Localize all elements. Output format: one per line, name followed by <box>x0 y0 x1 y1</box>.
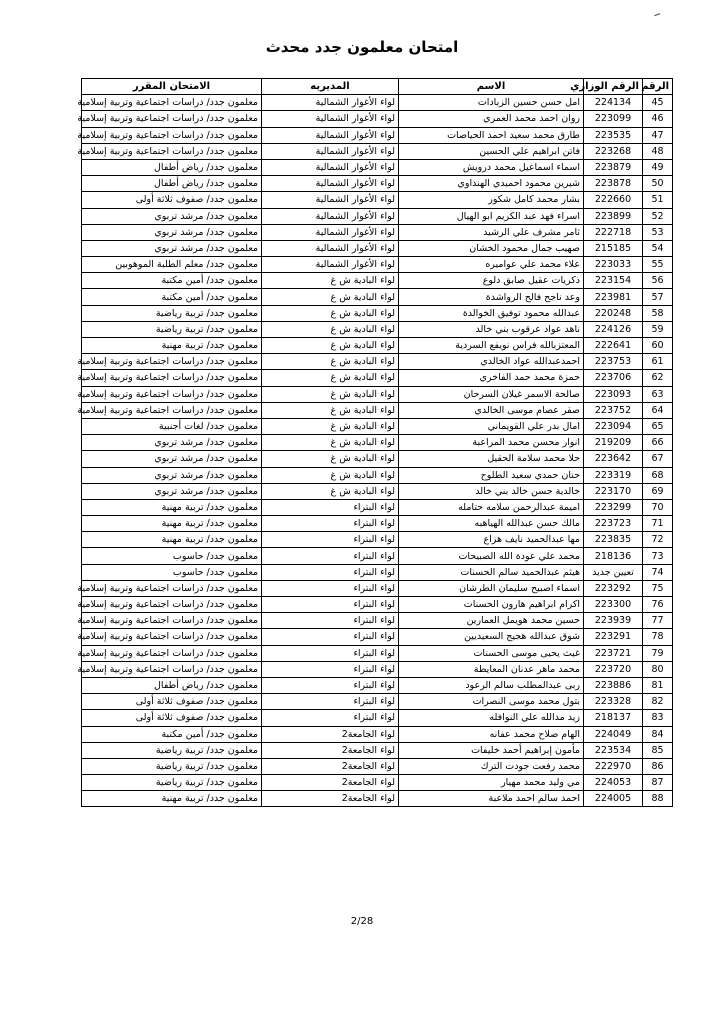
cell-name: اميمة عبدالرحمن سلامه حتامله <box>399 499 584 515</box>
cell-name: اسراء فهد عبد الكريم ابو الهيال <box>399 208 584 224</box>
cell-number: 85 <box>643 742 673 758</box>
cell-number: 68 <box>643 467 673 483</box>
cell-ministry-id: 223154 <box>584 273 643 289</box>
cell-name: المعتزبالله فراس نويفع السردية <box>399 338 584 354</box>
cell-number: 52 <box>643 208 673 224</box>
cell-name: امل حسن حسين الزبادات <box>399 95 584 111</box>
cell-ministry-id: 223939 <box>584 613 643 629</box>
cell-directorate: لواء الجامعة2 <box>262 726 399 742</box>
cell-directorate: لواء البتراء <box>262 516 399 532</box>
cell-exam: معلمون جدد/ مرشد تربوي <box>82 467 262 483</box>
cell-name: احمدعبدالله عواد الخالدي <box>399 354 584 370</box>
header-name: الاسم <box>399 79 584 95</box>
cell-number: 51 <box>643 192 673 208</box>
cell-number: 47 <box>643 127 673 143</box>
cell-number: 53 <box>643 224 673 240</box>
cell-exam: معلمون جدد/ تربية رياضية <box>82 321 262 337</box>
cell-ministry-id: 223981 <box>584 289 643 305</box>
cell-name: حسين محمد هويمل العمارين <box>399 613 584 629</box>
table-row <box>82 111 673 127</box>
header-number: الرقم <box>643 79 673 95</box>
cell-directorate: لواء الجامعة2 <box>262 742 399 758</box>
table-row <box>82 467 673 483</box>
cell-number: 67 <box>643 451 673 467</box>
cell-name: الهام صلاح محمد عفانه <box>399 726 584 742</box>
cell-exam: معلمون جدد/ دراسات اجتماعية وتربية إسلامية <box>82 580 262 596</box>
cell-name: شيرين محمود احميدي الهنداوي <box>399 176 584 192</box>
cell-exam: معلمون جدد/ أمين مكتبة <box>82 273 262 289</box>
cell-directorate: لواء البادية ش غ <box>262 370 399 386</box>
table-row <box>82 775 673 791</box>
cell-exam: معلمون جدد/ تربية مهنية <box>82 791 262 807</box>
cell-ministry-id: 219209 <box>584 435 643 451</box>
cell-name: هيثم عبدالحميد سالم الحسنات <box>399 564 584 580</box>
table-row <box>82 758 673 774</box>
candidates-table <box>77 78 673 807</box>
table-row <box>82 257 673 273</box>
table-row <box>82 370 673 386</box>
cell-number: 63 <box>643 386 673 402</box>
cell-exam: معلمون جدد/ دراسات اجتماعية وتربية إسلامية <box>82 661 262 677</box>
cell-name: صهيب جمال محمود الخشان <box>399 240 584 256</box>
cell-name: صقر عصام موسى الخالدي <box>399 402 584 418</box>
cell-directorate: لواء البادية ش غ <box>262 435 399 451</box>
cell-exam: معلمون جدد/ دراسات اجتماعية وتربية إسلامية <box>82 613 262 629</box>
header-exam: الامتحان المقرر <box>82 79 262 95</box>
cell-exam: معلمون جدد/ تربية رياضية <box>82 775 262 791</box>
cell-directorate: لواء الجامعة2 <box>262 775 399 791</box>
cell-number: 80 <box>643 661 673 677</box>
cell-exam: معلمون جدد/ دراسات اجتماعية وتربية إسلامية <box>82 386 262 402</box>
table-row <box>82 629 673 645</box>
table-row <box>82 224 673 240</box>
table-row <box>82 127 673 143</box>
table-row <box>82 305 673 321</box>
cell-directorate: لواء الأغوار الشمالية <box>262 208 399 224</box>
table-row <box>82 613 673 629</box>
cell-number: 56 <box>643 273 673 289</box>
cell-directorate: لواء الجامعة2 <box>262 791 399 807</box>
table-row <box>82 645 673 661</box>
cell-number: 71 <box>643 516 673 532</box>
cell-name: محمد ماهر عدنان المعايطة <box>399 661 584 677</box>
cell-directorate: لواء البتراء <box>262 629 399 645</box>
cell-exam: معلمون جدد/ دراسات اجتماعية وتربية إسلامية <box>82 127 262 143</box>
cell-directorate: لواء البادية ش غ <box>262 418 399 434</box>
cell-exam: معلمون جدد/ تربية رياضية <box>82 305 262 321</box>
cell-ministry-id: 223094 <box>584 418 643 434</box>
cell-ministry-id: 223291 <box>584 629 643 645</box>
cell-ministry-id: 223706 <box>584 370 643 386</box>
cell-exam: معلمون جدد/ حاسوب <box>82 564 262 580</box>
cell-directorate: لواء الأغوار الشمالية <box>262 159 399 175</box>
table-row <box>82 95 673 111</box>
cell-name: محمد علي عودة الله الصبيحات <box>399 548 584 564</box>
header-directorate: المديريه <box>262 79 399 95</box>
cell-number: 54 <box>643 240 673 256</box>
cell-directorate: لواء البادية ش غ <box>262 451 399 467</box>
cell-number: 55 <box>643 257 673 273</box>
cell-ministry-id: 223033 <box>584 257 643 273</box>
cell-ministry-id: 223720 <box>584 661 643 677</box>
cell-ministry-id: 222718 <box>584 224 643 240</box>
cell-name: اسماء اصبيح سليمان الطرشان <box>399 580 584 596</box>
table-row <box>82 499 673 515</box>
cell-ministry-id: 215185 <box>584 240 643 256</box>
cell-number: 84 <box>643 726 673 742</box>
cell-exam: معلمون جدد/ تربية مهنية <box>82 499 262 515</box>
cell-number: 88 <box>643 791 673 807</box>
cell-number: 82 <box>643 694 673 710</box>
cell-name: روان احمد محمد العمري <box>399 111 584 127</box>
cell-number: 46 <box>643 111 673 127</box>
cell-name: اكرام ابراهيم هارون الحسنات <box>399 597 584 613</box>
cell-exam: معلمون جدد/ دراسات اجتماعية وتربية إسلامية <box>82 645 262 661</box>
cell-ministry-id: 223879 <box>584 159 643 175</box>
cell-number: 76 <box>643 597 673 613</box>
table-row <box>82 677 673 693</box>
cell-ministry-id: 222660 <box>584 192 643 208</box>
cell-directorate: لواء الجامعة2 <box>262 758 399 774</box>
cell-directorate: لواء البادية ش غ <box>262 354 399 370</box>
cell-number: 57 <box>643 289 673 305</box>
cell-directorate: لواء البادية ش غ <box>262 305 399 321</box>
table-row <box>82 338 673 354</box>
cell-directorate: لواء الأغوار الشمالية <box>262 95 399 111</box>
cell-exam: معلمون جدد/ دراسات اجتماعية وتربية إسلامية <box>82 629 262 645</box>
cell-directorate: لواء البتراء <box>262 645 399 661</box>
cell-ministry-id: 222641 <box>584 338 643 354</box>
cell-ministry-id: 223300 <box>584 597 643 613</box>
cell-ministry-id: 224134 <box>584 95 643 111</box>
cell-exam: معلمون جدد/ دراسات اجتماعية وتربية إسلامية <box>82 370 262 386</box>
cell-exam: معلمون جدد/ رياض أطفال <box>82 176 262 192</box>
cell-ministry-id: 224053 <box>584 775 643 791</box>
table-row <box>82 451 673 467</box>
cell-directorate: لواء الأغوار الشمالية <box>262 192 399 208</box>
cell-directorate: لواء البادية ش غ <box>262 467 399 483</box>
cell-directorate: لواء البتراء <box>262 532 399 548</box>
cell-exam: معلمون جدد/ حاسوب <box>82 548 262 564</box>
cell-ministry-id: 224005 <box>584 791 643 807</box>
cell-directorate: لواء البتراء <box>262 580 399 596</box>
cell-exam: معلمون جدد/ تربية مهنية <box>82 516 262 532</box>
cell-directorate: لواء الأغوار الشمالية <box>262 257 399 273</box>
cell-exam: معلمون جدد/ أمين مكتبة <box>82 289 262 305</box>
table-row <box>82 483 673 499</box>
cell-exam: معلمون جدد/ دراسات اجتماعية وتربية إسلامية <box>82 143 262 159</box>
cell-exam: معلمون جدد/ صفوف ثلاثة أولى <box>82 192 262 208</box>
cell-ministry-id: 223268 <box>584 143 643 159</box>
cell-name: وعد ناجح فالح الرواشدة <box>399 289 584 305</box>
cell-directorate: لواء البادية ش غ <box>262 402 399 418</box>
cell-exam: معلمون جدد/ صفوف ثلاثة أولى <box>82 694 262 710</box>
cell-ministry-id: 223878 <box>584 176 643 192</box>
cell-number: 69 <box>643 483 673 499</box>
cell-number: 75 <box>643 580 673 596</box>
cell-ministry-id: 220248 <box>584 305 643 321</box>
table-row <box>82 661 673 677</box>
cell-number: 65 <box>643 418 673 434</box>
cell-name: انوار محسن محمد المراعبة <box>399 435 584 451</box>
table-row <box>82 742 673 758</box>
cell-exam: معلمون جدد/ رياض أطفال <box>82 159 262 175</box>
table-row <box>82 435 673 451</box>
cell-name: ربى عبدالمطلب سالم الرعود <box>399 677 584 693</box>
cell-name: مالك حسن عبدالله الهياهبه <box>399 516 584 532</box>
cell-name: مأمون إبراهيم أحمد خليفات <box>399 742 584 758</box>
cell-number: 48 <box>643 143 673 159</box>
table-row <box>82 402 673 418</box>
cell-exam: معلمون جدد/ دراسات اجتماعية وتربية إسلامية <box>82 111 262 127</box>
cell-name: خالدية حسن خالد بني خالد <box>399 483 584 499</box>
cell-ministry-id: 223753 <box>584 354 643 370</box>
cell-exam: معلمون جدد/ مرشد تربوي <box>82 224 262 240</box>
table-body <box>77 95 673 807</box>
cell-name: بتول محمد موسى النصرات <box>399 694 584 710</box>
cell-name: محمد رفعت جودت الترك <box>399 758 584 774</box>
table-row <box>82 240 673 256</box>
cell-name: ذكريات عقيل صابق دلوع <box>399 273 584 289</box>
cell-number: 73 <box>643 548 673 564</box>
cell-number: 45 <box>643 95 673 111</box>
page-number: 2/28 <box>350 916 374 927</box>
cell-exam: معلمون جدد/ دراسات اجتماعية وتربية إسلامية <box>82 597 262 613</box>
cell-exam: معلمون جدد/ مرشد تربوي <box>82 435 262 451</box>
cell-number: 74 <box>643 564 673 580</box>
cell-exam: معلمون جدد/ تربية مهنية <box>82 338 262 354</box>
cell-directorate: لواء البادية ش غ <box>262 273 399 289</box>
table-row <box>82 418 673 434</box>
cell-exam: معلمون جدد/ دراسات اجتماعية وتربية إسلامية <box>82 95 262 111</box>
table-row <box>82 564 673 580</box>
table-row <box>82 791 673 807</box>
cell-exam: معلمون جدد/ مرشد تربوي <box>82 240 262 256</box>
cell-name: غيث يحيى موسى الحسنات <box>399 645 584 661</box>
cell-directorate: لواء البتراء <box>262 661 399 677</box>
cell-directorate: لواء البتراء <box>262 499 399 515</box>
cell-name: مي وليد محمد مهيار <box>399 775 584 791</box>
cell-ministry-id: 223721 <box>584 645 643 661</box>
cell-number: 64 <box>643 402 673 418</box>
table-row <box>82 710 673 726</box>
cell-ministry-id: 224049 <box>584 726 643 742</box>
cell-ministry-id: 223899 <box>584 208 643 224</box>
table-row <box>82 386 673 402</box>
cell-name: ناهد عواد عرقوب بني خالد <box>399 321 584 337</box>
cell-ministry-id: 223886 <box>584 677 643 693</box>
cell-number: 78 <box>643 629 673 645</box>
cell-directorate: لواء الأغوار الشمالية <box>262 111 399 127</box>
cell-name: بشار محمد كامل شكور <box>399 192 584 208</box>
cell-ministry-id: 224126 <box>584 321 643 337</box>
cell-directorate: لواء البادية ش غ <box>262 483 399 499</box>
cell-name: امال بدر علي القويماني <box>399 418 584 434</box>
table-row <box>82 208 673 224</box>
cell-exam: معلمون جدد/ دراسات اجتماعية وتربية إسلامية <box>82 354 262 370</box>
table-row <box>82 726 673 742</box>
cell-exam: معلمون جدد/ معلم الطلبة الموهوبين <box>82 257 262 273</box>
cell-number: 50 <box>643 176 673 192</box>
table-row <box>82 354 673 370</box>
table-row <box>82 321 673 337</box>
cell-number: 81 <box>643 677 673 693</box>
cell-exam: معلمون جدد/ لغات أجنبية <box>82 418 262 434</box>
cell-ministry-id: 223093 <box>584 386 643 402</box>
cell-directorate: لواء الأغوار الشمالية <box>262 240 399 256</box>
cell-name: طارق محمد سعيد احمد الحياصات <box>399 127 584 143</box>
cell-ministry-id: 223642 <box>584 451 643 467</box>
cell-directorate: لواء البتراء <box>262 597 399 613</box>
page-title: امتحان معلمون جدد محدث <box>265 38 459 56</box>
cell-name: زيد مدالله علي النوافله <box>399 710 584 726</box>
cell-exam: معلمون جدد/ أمين مكتبة <box>82 726 262 742</box>
cell-name: صالحة الاسمر غيلان السرحان <box>399 386 584 402</box>
cell-ministry-id: 222970 <box>584 758 643 774</box>
cell-directorate: لواء الأغوار الشمالية <box>262 143 399 159</box>
cell-number: 62 <box>643 370 673 386</box>
cell-ministry-id: 223328 <box>584 694 643 710</box>
cell-exam: معلمون جدد/ تربية مهنية <box>82 532 262 548</box>
cell-directorate: لواء البتراء <box>262 613 399 629</box>
cell-exam: معلمون جدد/ تربية رياضية <box>82 758 262 774</box>
table-row <box>82 548 673 564</box>
scan-mark <box>654 13 661 20</box>
table-row <box>82 580 673 596</box>
cell-number: 70 <box>643 499 673 515</box>
cell-directorate: لواء البادية ش غ <box>262 321 399 337</box>
cell-directorate: لواء البادية ش غ <box>262 386 399 402</box>
cell-ministry-id: 223835 <box>584 532 643 548</box>
cell-name: حلا محمد سلامة الحقيل <box>399 451 584 467</box>
cell-directorate: لواء الأغوار الشمالية <box>262 176 399 192</box>
cell-number: 83 <box>643 710 673 726</box>
cell-directorate: لواء البادية ش غ <box>262 289 399 305</box>
cell-exam: معلمون جدد/ مرشد تربوي <box>82 451 262 467</box>
cell-number: 59 <box>643 321 673 337</box>
cell-exam: معلمون جدد/ تربية رياضية <box>82 742 262 758</box>
table-row <box>82 289 673 305</box>
cell-number: 49 <box>643 159 673 175</box>
cell-ministry-id: 218136 <box>584 548 643 564</box>
cell-ministry-id: 223099 <box>584 111 643 127</box>
cell-ministry-id: 223534 <box>584 742 643 758</box>
cell-directorate: لواء البادية ش غ <box>262 338 399 354</box>
table-row <box>82 516 673 532</box>
cell-directorate: لواء البتراء <box>262 710 399 726</box>
cell-exam: معلمون جدد/ صفوف ثلاثة أولى <box>82 710 262 726</box>
header-ministry-id: الرقم الوزاري <box>584 79 643 95</box>
cell-name: عبدالله محمود توفيق الخوالدة <box>399 305 584 321</box>
cell-directorate: لواء البتراء <box>262 677 399 693</box>
cell-number: 58 <box>643 305 673 321</box>
cell-number: 87 <box>643 775 673 791</box>
cell-name: شوق عبدالله هجيج السعيديين <box>399 629 584 645</box>
table-row <box>82 694 673 710</box>
table-row <box>82 176 673 192</box>
cell-exam: معلمون جدد/ دراسات اجتماعية وتربية إسلامية <box>82 402 262 418</box>
cell-directorate: لواء الأغوار الشمالية <box>262 127 399 143</box>
cell-ministry-id: تعيين جديد <box>584 564 643 580</box>
cell-exam: معلمون جدد/ رياض أطفال <box>82 677 262 693</box>
cell-ministry-id: 223535 <box>584 127 643 143</box>
table-row <box>82 273 673 289</box>
cell-name: اسماء اسماعيل محمد درويش <box>399 159 584 175</box>
cell-name: علاء محمد علي عواميره <box>399 257 584 273</box>
cell-name: احمد سالم احمد ملاعبة <box>399 791 584 807</box>
cell-directorate: لواء الأغوار الشمالية <box>262 224 399 240</box>
cell-number: 60 <box>643 338 673 354</box>
table-row <box>82 532 673 548</box>
cell-number: 66 <box>643 435 673 451</box>
cell-name: حنان حمدي سعيد الطلوح <box>399 467 584 483</box>
cell-name: فاتن ابراهيم علي الحسين <box>399 143 584 159</box>
table-row <box>82 159 673 175</box>
cell-ministry-id: 218137 <box>584 710 643 726</box>
table-row <box>82 143 673 159</box>
cell-exam: معلمون جدد/ مرشد تربوي <box>82 208 262 224</box>
cell-name: مها عبدالحميد نايف هزاع <box>399 532 584 548</box>
cell-number: 72 <box>643 532 673 548</box>
cell-name: حمزة محمد حمد الفاخري <box>399 370 584 386</box>
table-row <box>82 597 673 613</box>
table-row <box>82 192 673 208</box>
cell-name: ثامر مشرف علي الرشيد <box>399 224 584 240</box>
cell-number: 79 <box>643 645 673 661</box>
cell-ministry-id: 223299 <box>584 499 643 515</box>
cell-directorate: لواء البتراء <box>262 548 399 564</box>
cell-ministry-id: 223752 <box>584 402 643 418</box>
table-header-row <box>82 79 673 95</box>
cell-number: 61 <box>643 354 673 370</box>
cell-ministry-id: 223319 <box>584 467 643 483</box>
cell-directorate: لواء البتراء <box>262 694 399 710</box>
cell-exam: معلمون جدد/ مرشد تربوي <box>82 483 262 499</box>
cell-ministry-id: 223170 <box>584 483 643 499</box>
cell-ministry-id: 223292 <box>584 580 643 596</box>
cell-number: 86 <box>643 758 673 774</box>
cell-number: 77 <box>643 613 673 629</box>
cell-directorate: لواء البتراء <box>262 564 399 580</box>
cell-ministry-id: 223723 <box>584 516 643 532</box>
